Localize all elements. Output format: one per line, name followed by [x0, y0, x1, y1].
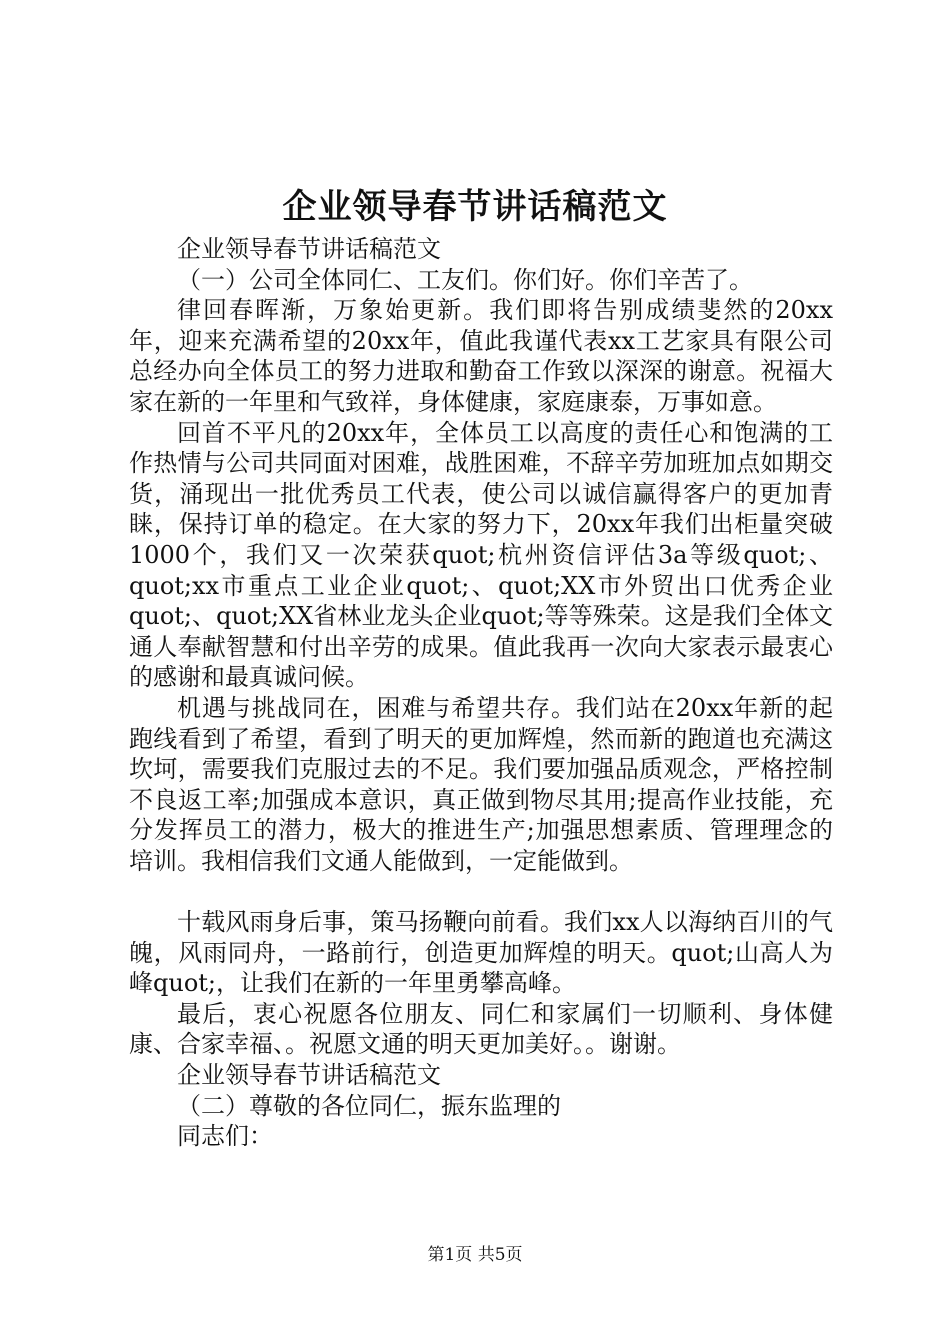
paragraph: 回首不平凡的20xx年，全体员工以高度的责任心和饱满的工作热情与公司共同面对困难，战胜困难，不辞辛劳加班加点如期交货，涌现出一批优秀员工代表，使公司以诚信赢得客户的更加青睐，保持订单的稳定。在大家的努力下，20xx年我们出柜量突破1000个，我们又一次荣获quot;杭州资信评估3a等级quot;、quot;xx市重点工业企业quot;、quot;XX市外贸出口优秀企业quot;、quot;XX省林业龙头企业quot;等等殊荣。这是我们全体文通人奉献智慧和付出辛劳的成果。值此我再一次向大家表示最衷心的感谢和最真诚问候。	[129, 418, 833, 692]
page-footer: 第1页 共5页	[427, 1245, 523, 1265]
paragraph: 同志们：	[177, 1122, 273, 1151]
paragraph-greeting-2: （二）尊敬的各位同仁，振东监理的	[177, 1091, 561, 1120]
paragraph-heading-1: 企业领导春节讲话稿范文	[177, 235, 441, 263]
paragraph-heading-2: 企业领导春节讲话稿范文	[177, 1061, 441, 1090]
paragraph: 律回春晖渐，万象始更新。我们即将告别成绩斐然的20xx年，迎来充满希望的20xx年，值此我谨代表xx工艺家具有限公司总经办向全体员工的努力进取和勤奋工作致以深深的谢意。祝福大家在新的一年里和气致祥，身体健康，家庭康泰，万事如意。	[129, 296, 833, 416]
paragraph: 最后，衷心祝愿各位朋友、同仁和家属们一切顺利、身体健康、合家幸福、。祝愿文通的明天更加美好。。谢谢。	[129, 999, 833, 1059]
document-body	[129, 234, 833, 1152]
paragraph-greeting-1: （一）公司全体同仁、工友们。你们好。你们辛苦了。	[177, 265, 753, 294]
paragraph: 十载风雨身后事，策马扬鞭向前看。我们xx人以海纳百川的气魄，风雨同舟，一路前行，创造更加辉煌的明天。quot;山高人为峰quot;，让我们在新的一年里勇攀高峰。	[129, 908, 833, 998]
paragraph: 机遇与挑战同在，困难与希望共存。我们站在20xx年新的起跑线看到了希望，看到了明天的更加辉煌，然而新的跑道也充满这坎坷，需要我们克服过去的不足。我们要加强品质观念，严格控制不良返工率;加强成本意识，真正做到物尽其用;提高作业技能，充分发挥员工的潜力，极大的推进生产;加强思想素质、管理理念的培训。我相信我们文通人能做到，一定能做到。	[129, 693, 833, 875]
document-title: 企业领导春节讲话稿范文	[282, 187, 668, 227]
